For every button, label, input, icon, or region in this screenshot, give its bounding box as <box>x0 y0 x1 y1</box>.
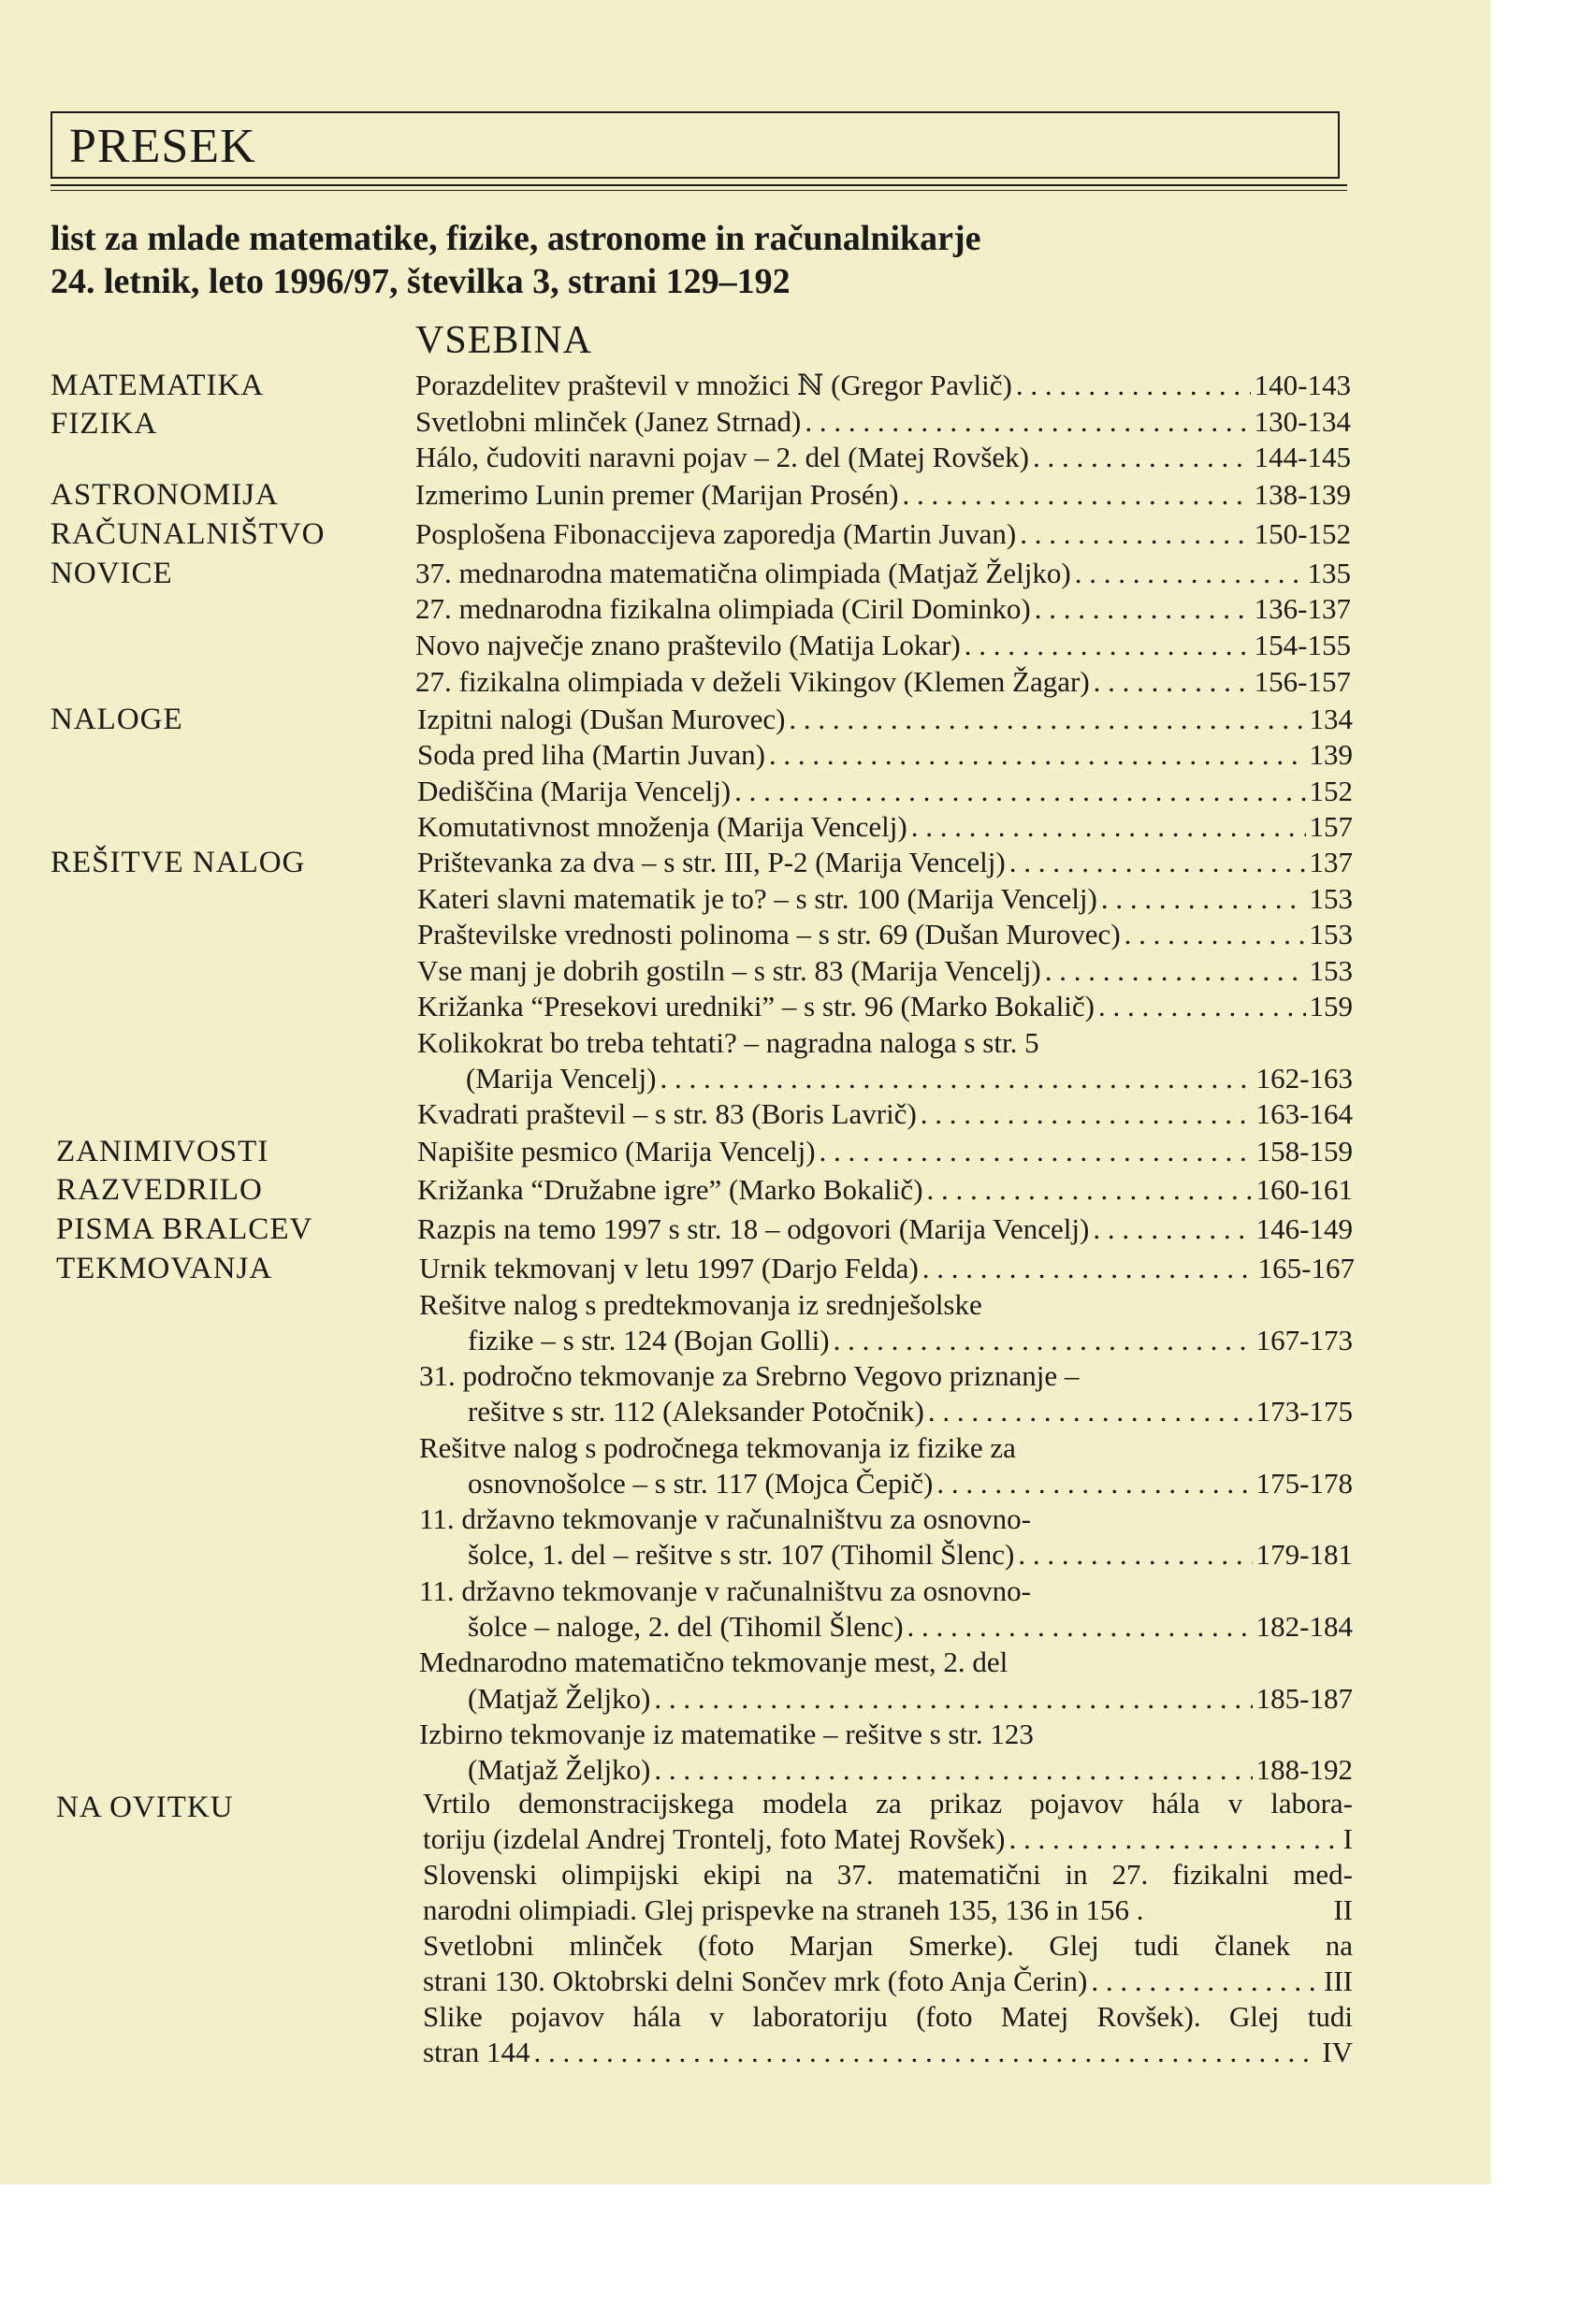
toc-entry: Vse manj je dobrih gostiln – s str. 83 (Marija Vencelj) . . . 153 <box>417 953 1353 989</box>
toc-entry: Križanka “Presekovi uredniki” – s str. 96 (Marko Bokalič) . . . 159 <box>417 989 1353 1024</box>
toc-entry: Porazdelitev praštevil v množici ℕ (Gregor Pavlič) . . . 140-143 <box>415 368 1351 403</box>
cover-line: toriju (izdelal Andrej Trontelj, foto Matej Rovšek) . . . I <box>423 1821 1353 1857</box>
section-astronomija: ASTRONOMIJA <box>51 478 279 512</box>
toc-entry: Posplošena Fibonaccijeva zaporedja (Martin Juvan) . . . 150-152 <box>415 516 1351 552</box>
section-racunalnistvo: RAČUNALNIŠTVO <box>51 517 326 551</box>
journal-title-box <box>51 111 1340 179</box>
toc-entry: Soda pred liha (Martin Juvan) . . . 139 <box>417 737 1353 773</box>
toc-entry: rešitve s str. 112 (Aleksander Potočnik) . . . 173-175 <box>468 1394 1353 1429</box>
toc-entry: fizike – s str. 124 (Bojan Golli) . . . 167-173 <box>468 1323 1353 1358</box>
section-zanimivosti: ZANIMIVOSTI <box>56 1135 269 1168</box>
toc-entry: Hálo, čudoviti naravni pojav – 2. del (Matej Rovšek) . . . 144-145 <box>415 440 1351 475</box>
toc-entry: Kvadrati praštevil – s str. 83 (Boris Lavrič) . . . 163-164 <box>417 1096 1353 1132</box>
toc-entry-first-line: Kolikokrat bo treba tehtati? – nagradna naloga s str. 5 <box>417 1026 1039 1059</box>
toc-entry: Dediščina (Marija Vencelj) . . . 152 <box>417 774 1353 809</box>
toc-entry: (Matjaž Željko) . . . 188-192 <box>468 1752 1353 1788</box>
toc-entry-first-line: Mednarodno matematično tekmovanje mest, 2. del <box>419 1646 1008 1678</box>
toc-entry: Prištevanka za dva – s str. III, P-2 (Marija Vencelj) . . . 137 <box>417 845 1353 880</box>
section-razvedrilo: RAZVEDRILO <box>56 1173 263 1207</box>
section-tekmovanja: TEKMOVANJA <box>56 1252 273 1285</box>
section-resitve-nalog: REŠITVE NALOG <box>51 846 306 879</box>
toc-entry: Kateri slavni matematik je to? – s str. 100 (Marija Vencelj) . . . 153 <box>417 881 1353 917</box>
toc-entry: osnovnošolce – s str. 117 (Mojca Čepič) . . . 175-178 <box>468 1466 1353 1501</box>
cover-line: Slovenski olimpijski ekipi na 37. matematični in 27. fizikalni med- <box>423 1858 1353 1891</box>
cover-line: narodni olimpiadi. Glej prispevke na straneh 135, 136 in 156 . II <box>423 1893 1353 1926</box>
section-fizika: FIZIKA <box>51 407 158 441</box>
toc-entry: Novo največje znano praštevilo (Matija Lokar) . . . 154-155 <box>415 628 1351 663</box>
toc-entry: (Matjaž Željko) . . . 185-187 <box>468 1681 1353 1717</box>
toc-entry: Napišite pesmico (Marija Vencelj) . . . 158-159 <box>417 1134 1353 1169</box>
toc-entry-first-line: Rešitve nalog s predtekmovanja iz srednješolske <box>419 1288 982 1321</box>
section-novice: NOVICE <box>51 557 173 590</box>
toc-entry: Križanka “Družabne igre” (Marko Bokalič) . . . 160-161 <box>417 1172 1353 1208</box>
toc-entry: šolce – naloge, 2. del (Tihomil Šlenc) . . . 182-184 <box>468 1609 1353 1645</box>
toc-entry-first-line: 11. državno tekmovanje v računalništvu za osnovno- <box>419 1502 1031 1535</box>
toc-entry: Izpitni nalogi (Dušan Murovec) . . . 134 <box>417 702 1353 737</box>
cover-line: Svetlobni mlinček (foto Marjan Smerke). Glej tudi članek na <box>423 1929 1353 1962</box>
cover-line: strani 130. Oktobrski delni Sončev mrk (foto Anja Čerin) . . . III <box>423 1964 1353 1999</box>
contents-heading: VSEBINA <box>415 319 593 362</box>
toc-entry: (Marija Vencelj) . . . 162-163 <box>466 1061 1353 1096</box>
section-naloge: NALOGE <box>51 703 183 736</box>
toc-entry-first-line: Izbirno tekmovanje iz matematike – rešitve s str. 123 <box>419 1718 1034 1750</box>
section-matematika: MATEMATIKA <box>51 369 265 402</box>
toc-entry: Razpis na temo 1997 s str. 18 – odgovori (Marija Vencelj) . . . 146-149 <box>417 1211 1353 1247</box>
toc-entry: Izmerimo Lunin premer (Marijan Prosén) . . . 138-139 <box>415 477 1351 513</box>
cover-description <box>423 1786 1353 2070</box>
cover-line: Vrtilo demonstracijskega modela za prikaz pojavov hála v labora- <box>423 1787 1353 1820</box>
toc-entry-first-line: 11. državno tekmovanje v računalništvu za osnovno- <box>419 1574 1031 1607</box>
cover-line: Slike pojavov hála v laboratoriju (foto Matej Rovšek). Glej tudi <box>423 2000 1353 2033</box>
header-rule <box>51 184 1347 186</box>
toc-entry: 27. fizikalna olimpiada v deželi Vikingov (Klemen Žagar) . . . 156-157 <box>415 664 1351 700</box>
toc-entry-first-line: 31. področno tekmovanje za Srebrno Vegovo priznanje – <box>419 1359 1080 1392</box>
toc-entry: Praštevilske vrednosti polinoma – s str. 69 (Dušan Murovec) . . . 153 <box>417 917 1353 952</box>
toc-entry: 27. mednarodna fizikalna olimpiada (Ciril Dominko) . . . 136-137 <box>415 591 1351 627</box>
toc-entry-first-line: Rešitve nalog s področnega tekmovanja iz fizike za <box>419 1431 1016 1464</box>
section-pisma-bralcev: PISMA BRALCEV <box>56 1212 313 1246</box>
toc-entry: Komutativnost množenja (Marija Vencelj) . . . 157 <box>417 809 1353 845</box>
toc-entry: Svetlobni mlinček (Janez Strnad) . . . 130-134 <box>415 404 1351 440</box>
journal-subtitle: list za mlade matematike, fizike, astronome in računalnikarje <box>51 219 981 258</box>
toc-entry: šolce, 1. del – rešitve s str. 107 (Tihomil Šlenc) . . . 179-181 <box>468 1537 1353 1573</box>
section-na-ovitku: NA OVITKU <box>56 1791 234 1824</box>
header-rule-thin <box>51 190 1347 191</box>
issue-info: 24. letnik, leto 1996/97, številka 3, strani 129–192 <box>51 262 791 301</box>
cover-line: stran 144 . . . IV <box>423 2035 1353 2070</box>
toc-entry: Urnik tekmovanj v letu 1997 (Darjo Felda) . . . 165-167 <box>419 1251 1355 1286</box>
toc-entry: 37. mednarodna matematična olimpiada (Matjaž Željko) . . . 135 <box>415 556 1351 591</box>
journal-title: PRESEK <box>69 120 256 173</box>
